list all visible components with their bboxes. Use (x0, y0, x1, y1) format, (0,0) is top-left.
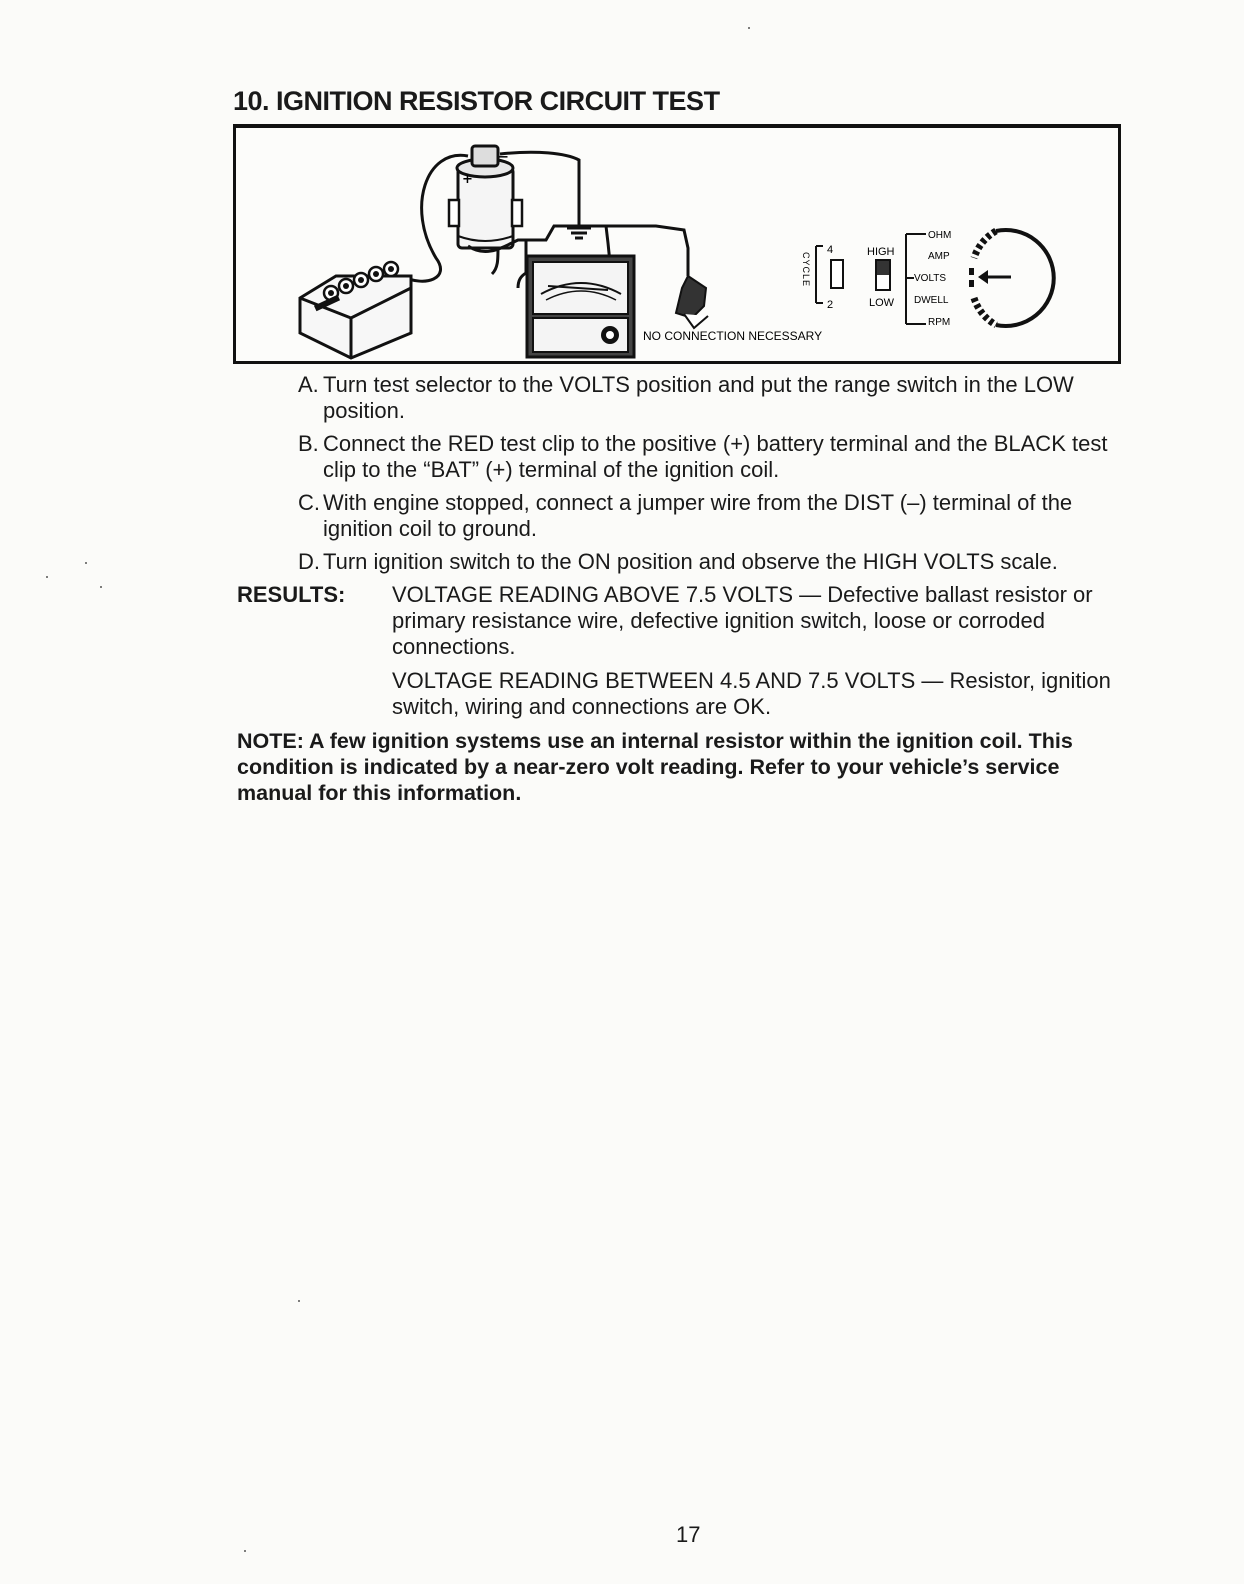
step-letter: A. (298, 372, 319, 397)
step-letter: C. (298, 490, 320, 515)
scan-speck (244, 1550, 246, 1552)
selector-scale (906, 230, 951, 328)
scan-speck (748, 27, 750, 29)
no-connection-label: NO CONNECTION NECESSARY (643, 329, 823, 343)
coil-plus-terminal: + (462, 172, 473, 187)
note-paragraph: NOTE: A few ignition systems use an internal resistor within the ignition coil. This condition is indicated by a near-zero volt reading. Refer to your vehicle’s service manual for this information. (237, 729, 1073, 805)
step-text: Turn test selector to the VOLTS position and put the range switch in the LOW position. (323, 372, 1074, 423)
cycle-2-label: 2 (827, 299, 834, 311)
step-letter: B. (298, 431, 319, 456)
test-diagram (233, 124, 1121, 364)
results-section (237, 582, 1117, 728)
ground-icon (567, 216, 591, 238)
result-item: VOLTAGE READING BETWEEN 4.5 AND 7.5 VOLTS — Resistor, ignition switch, wiring and connections are OK. (392, 668, 1111, 719)
analyzer-meter-icon (527, 256, 634, 357)
scan-speck (46, 576, 48, 578)
battery-icon (300, 262, 411, 358)
step-text: Connect the RED test clip to the positive (+) battery terminal and the BLACK test clip to the “BAT” (+) terminal of the ignition coil. (323, 431, 1108, 482)
selector-rpm: RPM (928, 317, 951, 328)
step-c (298, 490, 1128, 542)
results-label: RESULTS: (237, 582, 346, 607)
step-d (298, 549, 1128, 575)
step-text: Turn ignition switch to the ON position and observe the HIGH VOLTS scale. (323, 549, 1058, 574)
step-letter: D. (298, 549, 320, 574)
result-item: VOLTAGE READING ABOVE 7.5 VOLTS — Defective ballast resistor or primary resistance wire, defective ignition switch, loose or corroded connections. (392, 582, 1093, 659)
range-high-label: HIGH (867, 246, 895, 258)
selector-ohm: OHM (928, 230, 952, 241)
page-number: 17 (676, 1522, 701, 1547)
selector-dwell: DWELL (914, 295, 949, 306)
cycle-4-label: 4 (827, 244, 834, 256)
cycle-label: CYCLE (801, 252, 811, 288)
ignition-coil-icon (449, 146, 522, 248)
selector-volts: VOLTS (914, 273, 947, 284)
step-a (298, 372, 1128, 424)
coil-minus-terminal: − (498, 150, 509, 165)
range-switch (867, 246, 895, 309)
test-clip-icon (676, 276, 708, 328)
selector-amp: AMP (928, 251, 950, 262)
cycle-switch (801, 244, 843, 311)
step-b (298, 431, 1128, 483)
scan-speck (100, 586, 102, 588)
selector-dial-icon (969, 230, 1054, 326)
section-title: 10. IGNITION RESISTOR CIRCUIT TEST (233, 86, 720, 116)
scan-speck (85, 562, 87, 564)
step-text: With engine stopped, connect a jumper wire from the DIST (–) terminal of the ignition coil to ground. (323, 490, 1073, 541)
procedure-steps (298, 372, 1128, 582)
range-low-label: LOW (869, 297, 895, 309)
scan-speck (298, 1300, 300, 1302)
